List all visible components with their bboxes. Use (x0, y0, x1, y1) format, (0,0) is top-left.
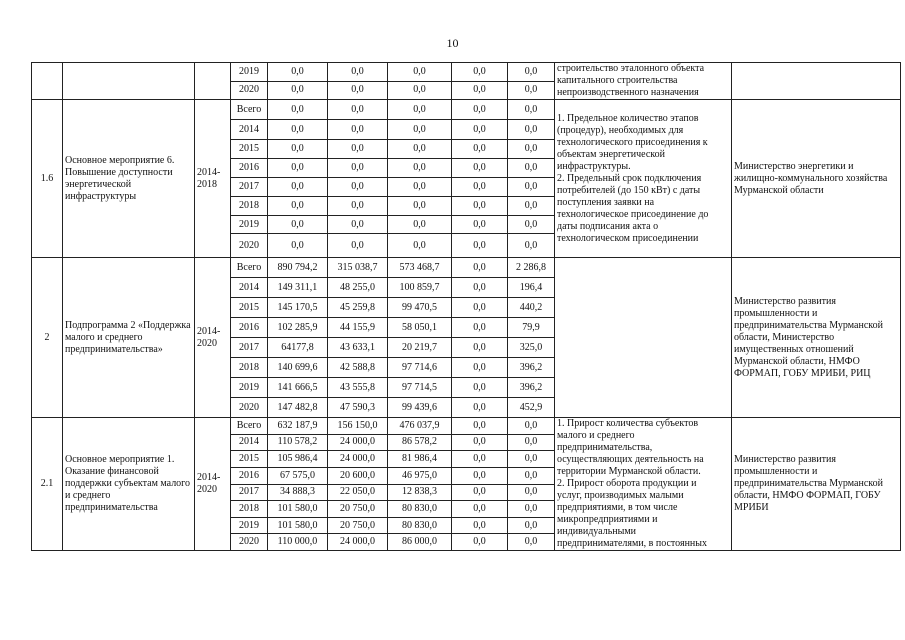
regional-budget-cell: 0,0 (328, 120, 388, 140)
federal-budget-cell: 99 439,6 (388, 398, 452, 418)
total-cell: 102 285,9 (268, 318, 328, 338)
indicator-line: технологическом присоединении (557, 232, 699, 244)
regional-budget-cell: 0,0 (328, 216, 388, 234)
total-cell: 0,0 (268, 178, 328, 197)
indicator-line: потребителей (до 150 кВт) с даты (557, 184, 701, 196)
local-budget-cell: 0,0 (452, 120, 508, 140)
section-number: 2.1 (32, 418, 63, 551)
total-cell: 890 794,2 (268, 258, 328, 278)
section-number: 2 (32, 258, 63, 418)
section-period (195, 63, 231, 100)
federal-budget-cell: 0,0 (388, 140, 452, 159)
section-number: 1.6 (32, 100, 63, 258)
other-sources-cell: 2 286,8 (508, 258, 555, 278)
year-cell: 2017 (231, 178, 268, 197)
indicator-line: технологического присоединения к (557, 136, 708, 148)
section-period: 2014-2020 (195, 258, 231, 418)
other-sources-cell: 0,0 (508, 159, 555, 178)
table-row (32, 63, 901, 82)
year-cell: 2016 (231, 318, 268, 338)
other-sources-cell: 0,0 (508, 467, 555, 484)
other-sources-cell: 396,2 (508, 378, 555, 398)
other-sources-cell: 0,0 (508, 517, 555, 534)
year-cell: Всего (231, 100, 268, 120)
other-sources-cell: 0,0 (508, 63, 555, 82)
indicator-line: непроизводственного назначения (557, 87, 699, 98)
federal-budget-cell: 0,0 (388, 234, 452, 258)
regional-budget-cell: 20 750,0 (328, 517, 388, 534)
local-budget-cell: 0,0 (452, 81, 508, 100)
indicator-line: предпринимателями, в постоянных (557, 538, 707, 549)
year-cell: 2020 (231, 534, 268, 551)
federal-budget-cell: 0,0 (388, 197, 452, 216)
local-budget-cell: 0,0 (452, 467, 508, 484)
total-cell: 0,0 (268, 100, 328, 120)
indicator-line: 2. Прирост оборота продукции и (557, 478, 697, 489)
indicator-line: капитального строительства (557, 75, 678, 86)
other-sources-cell: 325,0 (508, 338, 555, 358)
year-cell: 2016 (231, 467, 268, 484)
regional-budget-cell: 156 150,0 (328, 418, 388, 435)
indicator-line: технологическое присоединение до (557, 208, 709, 220)
federal-budget-cell: 0,0 (388, 63, 452, 82)
total-cell: 110 000,0 (268, 534, 328, 551)
regional-budget-cell: 0,0 (328, 234, 388, 258)
local-budget-cell: 0,0 (452, 100, 508, 120)
federal-budget-cell: 86 000,0 (388, 534, 452, 551)
total-cell: 0,0 (268, 159, 328, 178)
local-budget-cell: 0,0 (452, 378, 508, 398)
total-cell: 149 311,1 (268, 278, 328, 298)
indicator-line: 1. Прирост количества субъектов (557, 418, 699, 429)
federal-budget-cell: 0,0 (388, 120, 452, 140)
federal-budget-cell: 0,0 (388, 81, 452, 100)
local-budget-cell: 0,0 (452, 278, 508, 298)
indicator-line: строительство эталонного объекта (557, 63, 705, 74)
total-cell: 145 170,5 (268, 298, 328, 318)
total-cell: 0,0 (268, 63, 328, 82)
year-cell: Всего (231, 258, 268, 278)
indicator-line: объектам энергетической (557, 148, 666, 160)
regional-budget-cell: 47 590,3 (328, 398, 388, 418)
year-cell: 2018 (231, 358, 268, 378)
local-budget-cell: 0,0 (452, 434, 508, 451)
year-cell: 2017 (231, 484, 268, 501)
other-sources-cell: 440,2 (508, 298, 555, 318)
indicator-line: даты подписания акта о (557, 220, 659, 232)
other-sources-cell: 0,0 (508, 484, 555, 501)
local-budget-cell: 0,0 (452, 534, 508, 551)
other-sources-cell: 0,0 (508, 234, 555, 258)
local-budget-cell: 0,0 (452, 517, 508, 534)
total-cell: 101 580,0 (268, 517, 328, 534)
indicator-line: 1. Предельное количество этапов (557, 112, 699, 124)
regional-budget-cell: 24 000,0 (328, 534, 388, 551)
year-cell: 2015 (231, 298, 268, 318)
indicator-line: осуществляющих деятельность на (557, 454, 704, 465)
responsible-cell: Министерство развития промышленности и предпринимательства Мурманской области, Министерство имущественных отношений Мурманской области, НМФО ФОРМАП, ГОБУ МРИБИ, РИЦ (732, 258, 901, 418)
regional-budget-cell: 22 050,0 (328, 484, 388, 501)
total-cell: 141 666,5 (268, 378, 328, 398)
federal-budget-cell: 0,0 (388, 159, 452, 178)
regional-budget-cell: 45 259,8 (328, 298, 388, 318)
federal-budget-cell: 86 578,2 (388, 434, 452, 451)
other-sources-cell: 79,9 (508, 318, 555, 338)
table-row (32, 258, 901, 278)
indicator-line: услуг, производимых малыми (557, 490, 684, 501)
local-budget-cell: 0,0 (452, 398, 508, 418)
federal-budget-cell: 97 714,6 (388, 358, 452, 378)
year-cell: 2019 (231, 517, 268, 534)
regional-budget-cell: 43 555,8 (328, 378, 388, 398)
other-sources-cell: 0,0 (508, 501, 555, 518)
federal-budget-cell: 0,0 (388, 216, 452, 234)
other-sources-cell: 0,0 (508, 140, 555, 159)
total-cell: 0,0 (268, 234, 328, 258)
year-cell: 2019 (231, 378, 268, 398)
federal-budget-cell: 20 219,7 (388, 338, 452, 358)
indicator-line: индивидуальными (557, 526, 636, 537)
other-sources-cell: 0,0 (508, 451, 555, 468)
responsible-cell: Министерство развития промышленности и предпринимательства Мурманской области, НМФО ФОРМАП, ГОБУ МРИБИ (732, 418, 901, 551)
year-cell: 2014 (231, 434, 268, 451)
regional-budget-cell: 48 255,0 (328, 278, 388, 298)
indicator-line: поступления заявки на (557, 196, 655, 208)
section-number (32, 63, 63, 100)
other-sources-cell: 0,0 (508, 418, 555, 435)
indicator-line: микропредприятиями и (557, 514, 658, 525)
year-cell: Всего (231, 418, 268, 435)
regional-budget-cell: 20 750,0 (328, 501, 388, 518)
section-name: Основное мероприятие 6. Повышение доступности энергетической инфраструктуры (63, 100, 195, 258)
section-name: Подпрограмма 2 «Поддержка малого и среднего предпринимательства» (63, 258, 195, 418)
year-cell: 2018 (231, 501, 268, 518)
year-cell: 2020 (231, 234, 268, 258)
indicator-line: (процедур), необходимых для (557, 124, 684, 136)
total-cell: 34 888,3 (268, 484, 328, 501)
federal-budget-cell: 0,0 (388, 178, 452, 197)
total-cell: 110 578,2 (268, 434, 328, 451)
regional-budget-cell: 0,0 (328, 178, 388, 197)
other-sources-cell: 196,4 (508, 278, 555, 298)
indicator-line: территории Мурманской области. (557, 466, 701, 477)
regional-budget-cell: 0,0 (328, 197, 388, 216)
other-sources-cell: 0,0 (508, 216, 555, 234)
section-period: 2014-2020 (195, 418, 231, 551)
year-cell: 2014 (231, 120, 268, 140)
total-cell: 0,0 (268, 120, 328, 140)
year-cell: 2014 (231, 278, 268, 298)
total-cell: 0,0 (268, 140, 328, 159)
year-cell: 2017 (231, 338, 268, 358)
other-sources-cell: 0,0 (508, 81, 555, 100)
other-sources-cell: 0,0 (508, 534, 555, 551)
federal-budget-cell: 0,0 (388, 100, 452, 120)
other-sources-cell: 0,0 (508, 434, 555, 451)
table-row (32, 418, 901, 435)
year-cell: 2019 (231, 216, 268, 234)
regional-budget-cell: 24 000,0 (328, 434, 388, 451)
year-cell: 2020 (231, 81, 268, 100)
year-cell: 2015 (231, 451, 268, 468)
total-cell: 147 482,8 (268, 398, 328, 418)
regional-budget-cell: 44 155,9 (328, 318, 388, 338)
federal-budget-cell: 80 830,0 (388, 501, 452, 518)
local-budget-cell: 0,0 (452, 197, 508, 216)
local-budget-cell: 0,0 (452, 63, 508, 82)
regional-budget-cell: 315 038,7 (328, 258, 388, 278)
responsible-cell: Министерство энергетики и жилищно-коммунального хозяйства Мурманской области (732, 100, 901, 258)
local-budget-cell: 0,0 (452, 159, 508, 178)
regional-budget-cell: 43 633,1 (328, 338, 388, 358)
federal-budget-cell: 12 838,3 (388, 484, 452, 501)
local-budget-cell: 0,0 (452, 140, 508, 159)
indicators-cell (555, 100, 732, 258)
local-budget-cell: 0,0 (452, 258, 508, 278)
other-sources-cell: 0,0 (508, 178, 555, 197)
year-cell: 2016 (231, 159, 268, 178)
indicator-line: предприятиями, в том числе (557, 502, 678, 513)
regional-budget-cell: 24 000,0 (328, 451, 388, 468)
indicator-line: предпринимательства, (557, 442, 653, 453)
total-cell: 101 580,0 (268, 501, 328, 518)
total-cell: 67 575,0 (268, 467, 328, 484)
local-budget-cell: 0,0 (452, 358, 508, 378)
section-period: 2014-2018 (195, 100, 231, 258)
indicator-line: 2. Предельный срок подключения (557, 172, 702, 184)
federal-budget-cell: 573 468,7 (388, 258, 452, 278)
other-sources-cell: 0,0 (508, 120, 555, 140)
local-budget-cell: 0,0 (452, 178, 508, 197)
federal-budget-cell: 46 975,0 (388, 467, 452, 484)
federal-budget-cell: 80 830,0 (388, 517, 452, 534)
local-budget-cell: 0,0 (452, 318, 508, 338)
table-row (32, 100, 901, 120)
federal-budget-cell: 97 714,5 (388, 378, 452, 398)
total-cell: 0,0 (268, 81, 328, 100)
year-cell: 2015 (231, 140, 268, 159)
local-budget-cell: 0,0 (452, 418, 508, 435)
federal-budget-cell: 99 470,5 (388, 298, 452, 318)
indicators-cell (555, 258, 732, 418)
indicators-cell (555, 63, 732, 100)
regional-budget-cell: 0,0 (328, 140, 388, 159)
regional-budget-cell: 0,0 (328, 63, 388, 82)
federal-budget-cell: 58 050,1 (388, 318, 452, 338)
other-sources-cell: 452,9 (508, 398, 555, 418)
other-sources-cell: 0,0 (508, 100, 555, 120)
other-sources-cell: 396,2 (508, 358, 555, 378)
page-number: 10 (446, 36, 459, 50)
total-cell: 105 986,4 (268, 451, 328, 468)
program-table (31, 62, 901, 551)
indicators-cell (555, 418, 732, 551)
federal-budget-cell: 81 986,4 (388, 451, 452, 468)
federal-budget-cell: 100 859,7 (388, 278, 452, 298)
regional-budget-cell: 42 588,8 (328, 358, 388, 378)
regional-budget-cell: 0,0 (328, 81, 388, 100)
local-budget-cell: 0,0 (452, 234, 508, 258)
local-budget-cell: 0,0 (452, 484, 508, 501)
total-cell: 64177,8 (268, 338, 328, 358)
total-cell: 632 187,9 (268, 418, 328, 435)
section-name (63, 63, 195, 100)
regional-budget-cell: 0,0 (328, 100, 388, 120)
responsible-cell (732, 63, 901, 100)
year-cell: 2019 (231, 63, 268, 82)
local-budget-cell: 0,0 (452, 501, 508, 518)
total-cell: 0,0 (268, 197, 328, 216)
total-cell: 0,0 (268, 216, 328, 234)
regional-budget-cell: 20 600,0 (328, 467, 388, 484)
regional-budget-cell: 0,0 (328, 159, 388, 178)
local-budget-cell: 0,0 (452, 216, 508, 234)
total-cell: 140 699,6 (268, 358, 328, 378)
local-budget-cell: 0,0 (452, 298, 508, 318)
indicator-line: малого и среднего (557, 430, 635, 441)
federal-budget-cell: 476 037,9 (388, 418, 452, 435)
year-cell: 2018 (231, 197, 268, 216)
section-name: Основное мероприятие 1. Оказание финансовой поддержки субъектам малого и среднего предпринимательства (63, 418, 195, 551)
other-sources-cell: 0,0 (508, 197, 555, 216)
local-budget-cell: 0,0 (452, 451, 508, 468)
indicator-line: инфраструктуры. (557, 160, 631, 172)
local-budget-cell: 0,0 (452, 338, 508, 358)
year-cell: 2020 (231, 398, 268, 418)
